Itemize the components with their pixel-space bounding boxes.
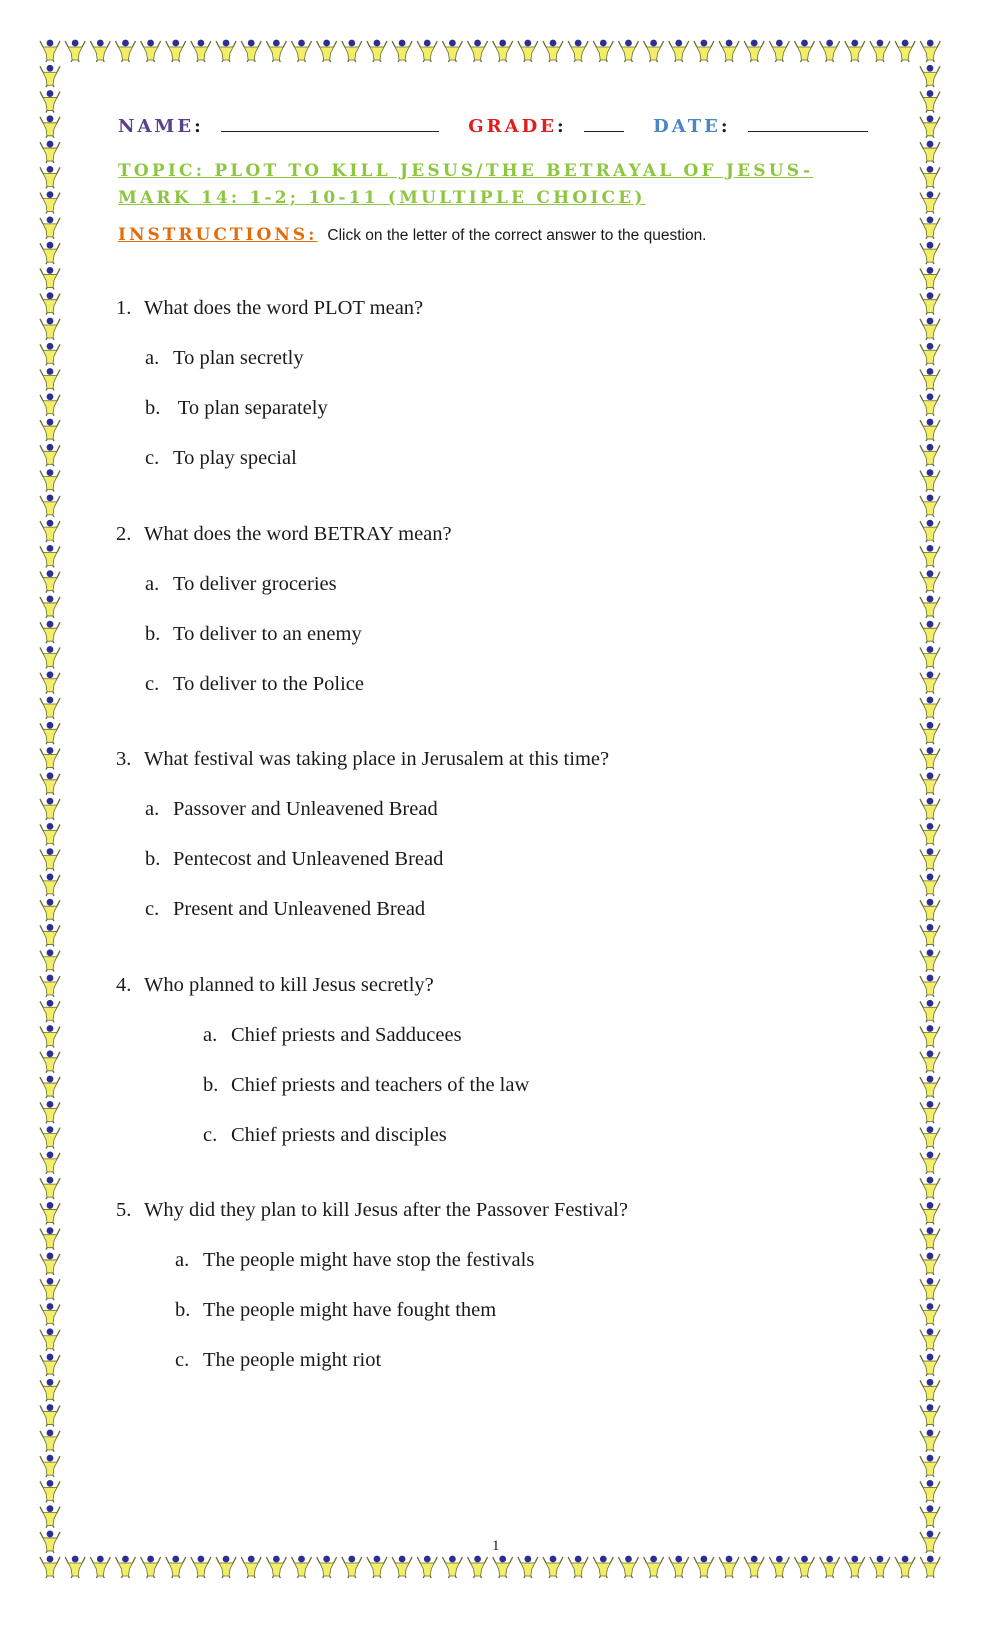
person-figure-icon — [292, 40, 312, 62]
person-figure-icon — [895, 1556, 915, 1578]
person-figure-icon — [920, 318, 940, 340]
option-text: Present and Unleavened Bread — [173, 898, 426, 920]
question-number: 5. — [116, 1199, 132, 1221]
person-figure-icon — [292, 1556, 312, 1578]
person-figure-icon — [795, 1556, 815, 1578]
person-figure-icon — [669, 1556, 689, 1578]
person-figure-icon — [769, 1556, 789, 1578]
person-figure-icon — [493, 40, 513, 62]
answer-option[interactable] — [145, 573, 337, 596]
person-figure-icon — [392, 40, 412, 62]
person-figure-icon — [920, 191, 940, 213]
person-figure-icon — [40, 1101, 60, 1123]
person-figure-icon — [920, 1328, 940, 1350]
person-figure-icon — [40, 1429, 60, 1451]
person-figure-icon — [40, 216, 60, 238]
grade-field[interactable] — [584, 117, 624, 132]
option-text: Chief priests and Sadducees — [231, 1024, 462, 1046]
person-figure-icon — [317, 40, 337, 62]
person-figure-icon — [920, 1480, 940, 1502]
option-letter[interactable]: b. — [145, 397, 161, 419]
instructions-label: INSTRUCTIONS: — [118, 225, 318, 245]
person-figure-icon — [40, 949, 60, 971]
question-number: 1. — [116, 297, 132, 319]
person-figure-icon — [920, 1151, 940, 1173]
person-figure-icon — [920, 1253, 940, 1275]
option-letter[interactable]: c. — [145, 898, 160, 920]
person-figure-icon — [241, 1556, 261, 1578]
answer-option[interactable] — [203, 1024, 462, 1047]
person-figure-icon — [191, 40, 211, 62]
answer-option[interactable] — [145, 447, 297, 470]
option-letter[interactable]: b. — [145, 623, 161, 645]
person-figure-icon — [40, 545, 60, 567]
person-figure-icon — [40, 1354, 60, 1376]
person-figure-icon — [920, 747, 940, 769]
person-figure-icon — [40, 494, 60, 516]
person-figure-icon — [40, 1000, 60, 1022]
person-figure-icon — [920, 1101, 940, 1123]
person-figure-icon — [342, 40, 362, 62]
person-figure-icon — [40, 1076, 60, 1098]
question-number: 3. — [116, 748, 132, 770]
person-figure-icon — [920, 1379, 940, 1401]
person-figure-icon — [920, 772, 940, 794]
person-figure-icon — [920, 671, 940, 693]
answer-option[interactable] — [145, 673, 364, 696]
instructions — [118, 225, 707, 245]
person-figure-icon — [40, 1328, 60, 1350]
option-text: To plan separately — [173, 397, 328, 419]
person-figure-icon — [40, 141, 60, 163]
person-figure-icon — [920, 975, 940, 997]
person-figure-icon — [920, 90, 940, 112]
person-figure-icon — [40, 1556, 60, 1578]
option-text: Pentecost and Unleavened Bread — [173, 848, 444, 870]
person-figure-icon — [241, 40, 261, 62]
person-figure-icon — [920, 1126, 940, 1148]
person-figure-icon — [191, 1556, 211, 1578]
grade-label: GRADE — [468, 116, 557, 137]
person-figure-icon — [40, 697, 60, 719]
person-figure-icon — [166, 1556, 186, 1578]
person-figure-icon — [568, 40, 588, 62]
person-figure-icon — [90, 40, 110, 62]
question-text: What does the word BETRAY mean? — [144, 523, 452, 545]
date-field[interactable] — [748, 117, 868, 132]
answer-option[interactable] — [175, 1349, 381, 1372]
option-letter[interactable]: c. — [145, 673, 160, 695]
person-figure-icon — [40, 621, 60, 643]
option-text: Chief priests and disciples — [231, 1124, 447, 1146]
person-figure-icon — [40, 292, 60, 314]
option-letter[interactable]: a. — [145, 573, 160, 595]
person-figure-icon — [65, 40, 85, 62]
person-figure-icon — [870, 1556, 890, 1578]
person-figure-icon — [266, 40, 286, 62]
person-figure-icon — [920, 570, 940, 592]
person-figure-icon — [920, 874, 940, 896]
person-figure-icon — [40, 115, 60, 137]
option-letter[interactable]: a. — [145, 347, 160, 369]
person-figure-icon — [40, 343, 60, 365]
person-figure-icon — [920, 343, 940, 365]
answer-option[interactable] — [145, 347, 304, 370]
option-text: To deliver to the Police — [173, 673, 364, 695]
person-figure-icon — [40, 40, 60, 62]
person-figure-icon — [644, 1556, 664, 1578]
person-figure-icon — [40, 1126, 60, 1148]
name-field[interactable] — [221, 117, 439, 132]
person-figure-icon — [920, 1404, 940, 1426]
person-figure-icon — [40, 899, 60, 921]
person-figure-icon — [40, 469, 60, 491]
option-letter[interactable]: a. — [145, 798, 160, 820]
person-figure-icon — [40, 848, 60, 870]
person-figure-icon — [40, 772, 60, 794]
question-2 — [116, 523, 452, 546]
person-figure-icon — [40, 65, 60, 87]
person-figure-icon — [920, 899, 940, 921]
person-figure-icon — [568, 1556, 588, 1578]
person-figure-icon — [920, 393, 940, 415]
topic-heading: TOPIC: PLOT TO KILL JESUS/THE BETRAYAL OF JESUS- MARK 14: 1-2; 10-11 (MULTIPLE CHOICE) — [118, 161, 814, 208]
person-figure-icon — [40, 1050, 60, 1072]
person-figure-icon — [920, 65, 940, 87]
person-figure-icon — [920, 596, 940, 618]
question-text: Who planned to kill Jesus secretly? — [144, 974, 434, 996]
person-figure-icon — [920, 823, 940, 845]
person-figure-icon — [845, 40, 865, 62]
person-figure-icon — [40, 520, 60, 542]
person-figure-icon — [40, 596, 60, 618]
person-figure-icon — [618, 40, 638, 62]
person-figure-icon — [920, 848, 940, 870]
person-figure-icon — [644, 40, 664, 62]
person-figure-icon — [40, 1253, 60, 1275]
option-text: To deliver groceries — [173, 573, 337, 595]
person-figure-icon — [40, 90, 60, 112]
person-figure-icon — [920, 798, 940, 820]
person-figure-icon — [417, 40, 437, 62]
person-figure-icon — [920, 444, 940, 466]
person-figure-icon — [392, 1556, 412, 1578]
person-figure-icon — [115, 40, 135, 62]
option-text: The people might have stop the festivals — [203, 1249, 535, 1271]
person-figure-icon — [920, 141, 940, 163]
person-figure-icon — [40, 1278, 60, 1300]
person-figure-icon — [920, 1354, 940, 1376]
person-figure-icon — [920, 469, 940, 491]
person-figure-icon — [40, 1303, 60, 1325]
person-figure-icon — [40, 419, 60, 441]
person-figure-icon — [342, 1556, 362, 1578]
person-figure-icon — [468, 1556, 488, 1578]
person-figure-icon — [593, 40, 613, 62]
person-figure-icon — [40, 368, 60, 390]
person-figure-icon — [920, 1278, 940, 1300]
person-figure-icon — [820, 40, 840, 62]
person-figure-icon — [40, 1151, 60, 1173]
question-3 — [116, 748, 609, 771]
option-letter[interactable]: b. — [203, 1074, 219, 1096]
person-figure-icon — [920, 1025, 940, 1047]
question-1 — [116, 297, 423, 320]
option-text: To play special — [173, 447, 297, 469]
person-figure-icon — [820, 1556, 840, 1578]
person-figure-icon — [920, 292, 940, 314]
question-4 — [116, 974, 434, 997]
answer-option[interactable] — [145, 397, 328, 420]
question-text: What festival was taking place in Jerusalem at this time? — [144, 748, 610, 770]
person-figure-icon — [266, 1556, 286, 1578]
person-figure-icon — [593, 1556, 613, 1578]
person-figure-icon — [317, 1556, 337, 1578]
page-number: 1 — [492, 1538, 500, 1554]
person-figure-icon — [920, 115, 940, 137]
name-label: NAME — [118, 116, 195, 137]
person-figure-icon — [40, 874, 60, 896]
person-figure-icon — [367, 40, 387, 62]
person-figure-icon — [40, 1531, 60, 1553]
person-figure-icon — [543, 1556, 563, 1578]
person-figure-icon — [442, 40, 462, 62]
person-figure-icon — [40, 242, 60, 264]
person-figure-icon — [40, 1404, 60, 1426]
question-number: 4. — [116, 974, 132, 996]
person-figure-icon — [40, 318, 60, 340]
person-figure-icon — [40, 1202, 60, 1224]
header-row: NAME: GRADE: DATE: — [118, 116, 878, 137]
person-figure-icon — [920, 1076, 940, 1098]
person-figure-icon — [669, 40, 689, 62]
person-figure-icon — [618, 1556, 638, 1578]
person-figure-icon — [920, 40, 940, 62]
answer-option[interactable] — [145, 898, 425, 921]
person-figure-icon — [40, 1227, 60, 1249]
person-figure-icon — [40, 267, 60, 289]
person-figure-icon — [719, 1556, 739, 1578]
answer-option[interactable] — [203, 1124, 447, 1147]
person-figure-icon — [40, 1505, 60, 1527]
person-figure-icon — [65, 1556, 85, 1578]
option-letter[interactable]: c. — [175, 1349, 190, 1371]
person-figure-icon — [895, 40, 915, 62]
option-text: Chief priests and teachers of the law — [231, 1074, 530, 1096]
person-figure-icon — [40, 975, 60, 997]
option-text: To deliver to an enemy — [173, 623, 362, 645]
option-letter[interactable]: a. — [203, 1024, 218, 1046]
answer-option[interactable] — [145, 798, 438, 821]
person-figure-icon — [40, 393, 60, 415]
person-figure-icon — [40, 671, 60, 693]
option-text: The people might riot — [203, 1349, 382, 1371]
person-figure-icon — [795, 40, 815, 62]
person-figure-icon — [694, 1556, 714, 1578]
person-figure-icon — [920, 1556, 940, 1578]
person-figure-icon — [518, 40, 538, 62]
person-figure-icon — [920, 1050, 940, 1072]
person-figure-icon — [694, 40, 714, 62]
person-figure-icon — [920, 242, 940, 264]
person-figure-icon — [870, 40, 890, 62]
person-figure-icon — [40, 924, 60, 946]
person-figure-icon — [920, 216, 940, 238]
question-text: Why did they plan to kill Jesus after the Passover Festival? — [144, 1199, 628, 1221]
answer-option[interactable] — [145, 848, 443, 871]
instructions-text: Click on the letter of the correct answer to the question. — [327, 227, 707, 244]
person-figure-icon — [442, 1556, 462, 1578]
option-text: To plan secretly — [173, 347, 304, 369]
person-figure-icon — [920, 697, 940, 719]
person-figure-icon — [920, 621, 940, 643]
person-figure-icon — [744, 1556, 764, 1578]
person-figure-icon — [920, 1531, 940, 1553]
person-figure-icon — [920, 1202, 940, 1224]
option-text: The people might have fought them — [203, 1299, 497, 1321]
person-figure-icon — [141, 1556, 161, 1578]
answer-option[interactable] — [175, 1249, 534, 1272]
question-5 — [116, 1199, 628, 1222]
person-figure-icon — [166, 40, 186, 62]
person-figure-icon — [920, 646, 940, 668]
answer-option[interactable] — [145, 623, 362, 646]
question-text: What does the word PLOT mean? — [144, 297, 424, 319]
person-figure-icon — [90, 1556, 110, 1578]
person-figure-icon — [216, 40, 236, 62]
option-text: Passover and Unleavened Bread — [173, 798, 438, 820]
person-figure-icon — [920, 267, 940, 289]
person-figure-icon — [493, 1556, 513, 1578]
person-figure-icon — [141, 40, 161, 62]
person-figure-icon — [920, 1429, 940, 1451]
person-figure-icon — [920, 494, 940, 516]
person-figure-icon — [216, 1556, 236, 1578]
person-figure-icon — [920, 520, 940, 542]
person-figure-icon — [920, 722, 940, 744]
person-figure-icon — [115, 1556, 135, 1578]
person-figure-icon — [518, 1556, 538, 1578]
person-figure-icon — [920, 1227, 940, 1249]
person-figure-icon — [40, 191, 60, 213]
person-figure-icon — [920, 1455, 940, 1477]
person-figure-icon — [920, 368, 940, 390]
person-figure-icon — [40, 1177, 60, 1199]
answer-option[interactable] — [175, 1299, 496, 1322]
person-figure-icon — [40, 1455, 60, 1477]
answer-option[interactable] — [203, 1074, 529, 1097]
person-figure-icon — [40, 798, 60, 820]
person-figure-icon — [40, 1379, 60, 1401]
person-figure-icon — [920, 545, 940, 567]
person-figure-icon — [543, 40, 563, 62]
person-figure-icon — [719, 40, 739, 62]
person-figure-icon — [468, 40, 488, 62]
person-figure-icon — [920, 166, 940, 188]
question-number: 2. — [116, 523, 132, 545]
person-figure-icon — [920, 419, 940, 441]
person-figure-icon — [920, 924, 940, 946]
person-figure-icon — [40, 166, 60, 188]
person-figure-icon — [920, 1000, 940, 1022]
person-figure-icon — [40, 823, 60, 845]
option-letter[interactable]: b. — [145, 848, 161, 870]
person-figure-icon — [40, 722, 60, 744]
person-figure-icon — [920, 1505, 940, 1527]
person-figure-icon — [40, 444, 60, 466]
person-figure-icon — [920, 1177, 940, 1199]
person-figure-icon — [920, 949, 940, 971]
person-figure-icon — [845, 1556, 865, 1578]
person-figure-icon — [920, 1303, 940, 1325]
person-figure-icon — [40, 1480, 60, 1502]
person-figure-icon — [744, 40, 764, 62]
option-letter[interactable]: c. — [203, 1124, 218, 1146]
option-letter[interactable]: a. — [175, 1249, 190, 1271]
person-figure-icon — [769, 40, 789, 62]
person-figure-icon — [40, 570, 60, 592]
date-label: DATE — [653, 116, 721, 137]
option-letter[interactable]: b. — [175, 1299, 191, 1321]
person-figure-icon — [417, 1556, 437, 1578]
person-figure-icon — [40, 646, 60, 668]
person-figure-icon — [367, 1556, 387, 1578]
person-figure-icon — [40, 747, 60, 769]
person-figure-icon — [40, 1025, 60, 1047]
option-letter[interactable]: c. — [145, 447, 160, 469]
